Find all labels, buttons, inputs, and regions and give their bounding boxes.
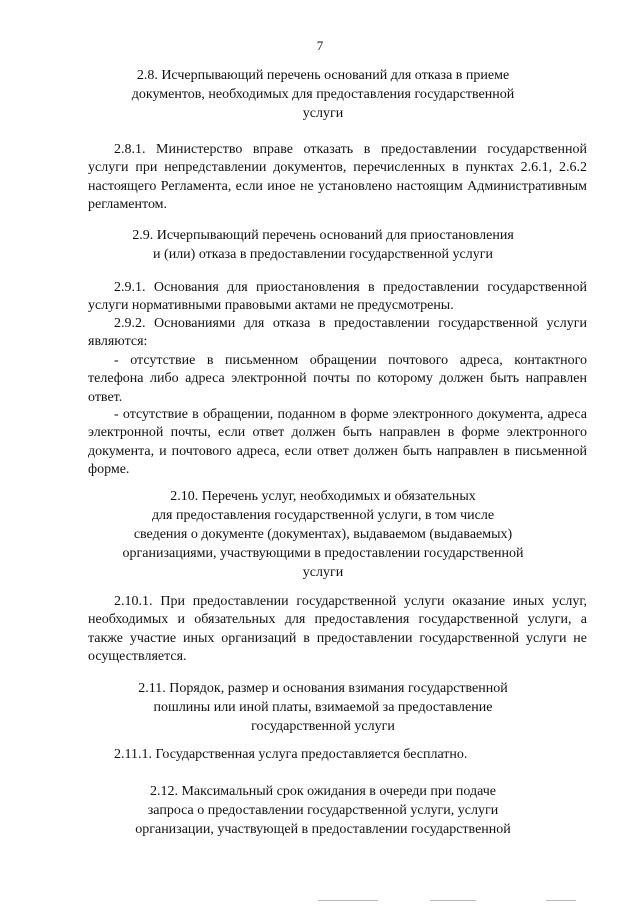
heading-line: услуги [302,565,344,580]
section-2-8-heading [90,66,556,123]
text-line: также участие иных организаций в предоставлении государственной услуги не [88,630,587,646]
text-line: услуги нормативными правовыми актами не предусмотрены. [88,298,454,314]
text-line: документа, и почтового адреса, если ответ должен быть направлен в письменной [88,443,587,459]
page-number: 7 [316,38,324,53]
heading-line: 2.8. Исчерпывающий перечень оснований для отказа в приеме [136,68,510,83]
text-line: являются: [88,334,148,350]
heading-line: запроса о предоставлении государственной услуги, услуги [147,803,499,818]
text-line: регламентом. [88,196,168,212]
heading-line: и (или) отказа в предоставлении государственной услуги [153,247,493,262]
text-line: форме. [88,461,130,477]
scan-artifact [430,900,476,901]
text-line: - отсутствие в письменном обращении почтового адреса, контактного [114,353,587,368]
text-line: 2.11.1. Государственная услуга предоставляется бесплатно. [114,747,468,762]
heading-line: пошлины или иной платы, взимаемой за предоставление [153,700,493,715]
section-2-9-heading [90,226,556,264]
text-line: 2.9.1. Основания для приостановления в предоставлении государственной [114,280,587,295]
text-line: настоящего Регламента, если иное не установлено настоящим Административным [88,178,587,194]
text-line: осуществляется. [88,648,187,664]
paragraph-2-9-2 [88,315,587,352]
heading-line: 2.10. Перечень услуг, необходимых и обязательных [170,489,476,504]
text-line: 2.8.1. Министерство вправе отказать в предоставлении государственной [114,142,587,157]
text-line: телефона либо адреса электронной почты по которому должен быть направлен [88,371,587,387]
heading-line: сведения о документе (документах), выдаваемом (выдаваемых) [133,527,513,542]
paragraph-2-9-2-item-2 [88,406,587,479]
paragraph-2-11-1 [88,746,587,764]
paragraph-2-8-1 [88,141,587,214]
scan-artifact [318,900,378,901]
heading-line: организациями, участвующими в предоставлении государственной [122,546,524,561]
text-line: услуги при непредставлении документов, перечисленных в пунктах 2.6.1, 2.6.2 [88,160,587,176]
section-2-11-heading [90,679,556,736]
scan-artifact [546,900,576,901]
heading-line: организации, участвующей в предоставлении государственной [135,822,511,837]
text-line: электронной почты, если ответ должен быть направлен в форме электронного [88,425,587,441]
heading-line: государственной услуги [251,719,395,734]
paragraph-2-9-1 [88,279,587,316]
heading-line: для предоставления государственной услуги, в том числе [151,508,495,523]
text-line: - отсутствие в обращении, поданном в форме электронного документа, адреса [114,407,587,422]
heading-line: 2.9. Исчерпывающий перечень оснований для приостановления [132,228,514,243]
section-2-12-heading [90,782,556,839]
text-line: 2.10.1. При предоставлении государственной услуги оказание иных услуг, [114,594,587,609]
heading-line: услуги [302,106,344,121]
heading-line: 2.12. Максимальный срок ожидания в очереди при подаче [149,784,497,799]
paragraph-2-9-2-item-1 [88,352,587,407]
section-2-10-heading [90,487,556,582]
text-line: 2.9.2. Основаниями для отказа в предоставлении государственной услуги [114,316,587,331]
heading-line: 2.11. Порядок, размер и основания взимания государственной [138,681,508,696]
text-line: необходимых и обязательных для предоставления государственной услуги, а [88,612,587,628]
heading-line: документов, необходимых для предоставления государственной [131,87,515,102]
text-line: ответ. [88,389,123,405]
paragraph-2-10-1 [88,593,587,666]
